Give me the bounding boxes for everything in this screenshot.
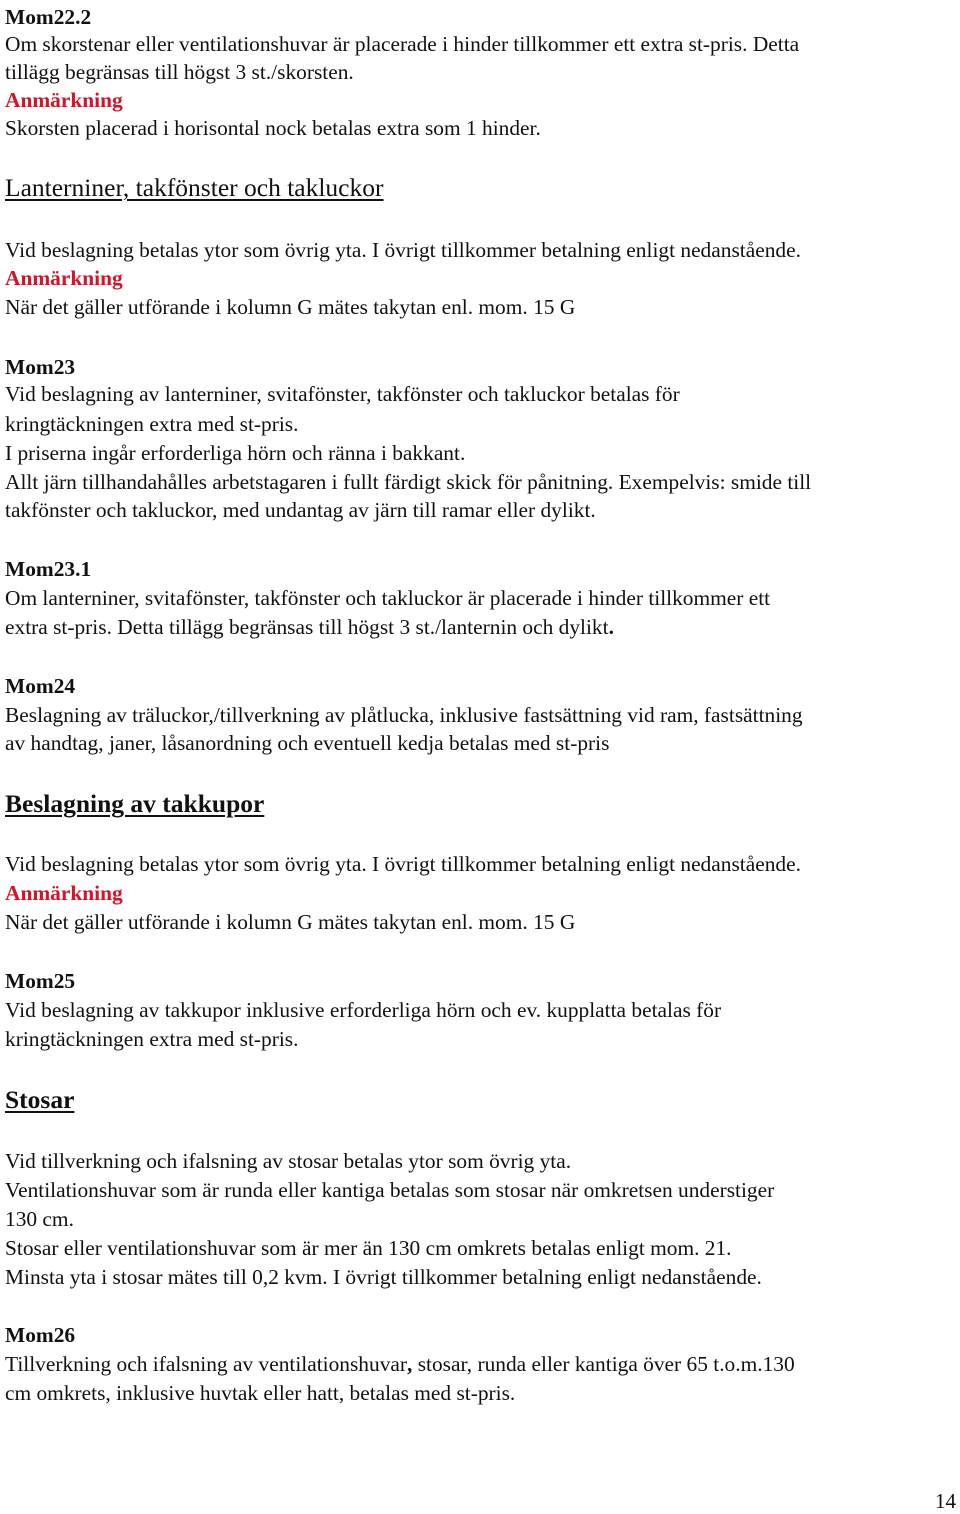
mom22-2-text-line-1: Om skorstenar eller ventilationshuvar är placerade i hinder tillkommer ett extra st-pris. Detta [5, 32, 800, 56]
lanterniner-note-label: Anmärkning [5, 266, 123, 290]
takkupor-note-label: Anmärkning [5, 881, 123, 905]
section-heading-stosar: Stosar [5, 1085, 75, 1114]
takkupor-text-line-1: Vid beslagning betalas ytor som övrig yta. I övrigt tillkommer betalning enligt nedanstående. [5, 852, 801, 876]
mom24-heading: Mom24 [5, 674, 76, 698]
mom25-heading: Mom25 [5, 969, 76, 993]
stosar-text-line-5: Minsta yta i stosar mätes till 0,2 kvm. I övrigt tillkommer betalning enligt nedanstående. [5, 1265, 762, 1289]
stosar-text-line-4: Stosar eller ventilationshuvar som är mer än 130 cm omkrets betalas enligt mom. 21. [5, 1236, 732, 1260]
page-number: 14 [935, 1489, 956, 1513]
mom24-text-line-2: av handtag, janer, låsanordning och eventuell kedja betalas med st-pris [5, 731, 610, 755]
mom23-1-text-line-1: Om lanterniner, svitafönster, takfönster och takluckor är placerade i hinder tillkommer ett [5, 586, 771, 610]
lanterniner-note-text: När det gäller utförande i kolumn G mätes takytan enl. mom. 15 G [5, 295, 576, 319]
lanterniner-text-line-1: Vid beslagning betalas ytor som övrig yta. I övrigt tillkommer betalning enligt nedanstående. [5, 238, 801, 262]
mom22-2-text-line-2: tillägg begränsas till högst 3 st./skorsten. [5, 60, 354, 84]
mom22-2-note-label: Anmärkning [5, 88, 123, 112]
mom23-text-line-2: kringtäckningen extra med st-pris. [5, 412, 299, 436]
mom23-text-line-1: Vid beslagning av lanterniner, svitafönster, takfönster och takluckor betalas för [5, 382, 680, 406]
mom23-1-heading: Mom23.1 [5, 557, 92, 581]
mom25-text-line-1: Vid beslagning av takkupor inklusive erforderliga hörn och ev. kupplatta betalas för [5, 998, 722, 1022]
mom22-2-note-text: Skorsten placerad i horisontal nock betalas extra som 1 hinder. [5, 116, 541, 140]
section-heading-lanterniner: Lanterniner, takfönster och takluckor [5, 173, 384, 202]
mom24-text-line-1: Beslagning av träluckor,/tillverkning av plåtlucka, inklusive fastsättning vid ram, fastsättning [5, 703, 803, 727]
mom23-1-text-line-2: extra st-pris. Detta tillägg begränsas till högst 3 st./lanternin och dylikt. [5, 615, 614, 639]
mom22-2-heading: Mom22.2 [5, 5, 92, 29]
mom25-text-line-2: kringtäckningen extra med st-pris. [5, 1027, 299, 1051]
mom26-text-line-2: cm omkrets, inklusive huvtak eller hatt, betalas med st-pris. [5, 1381, 516, 1405]
mom26-text-line-1: Tillverkning och ifalsning av ventilationshuvar, stosar, runda eller kantiga över 65 t.o.m.130 [5, 1352, 795, 1376]
stosar-text-line-1: Vid tillverkning och ifalsning av stosar betalas ytor som övrig yta. [5, 1149, 572, 1173]
mom23-heading: Mom23 [5, 355, 76, 379]
mom23-text-line-3: I priserna ingår erforderliga hörn och ränna i bakkant. [5, 441, 466, 465]
mom23-text-line-5: takfönster och takluckor, med undantag av järn till ramar eller dylikt. [5, 498, 596, 522]
section-heading-takkupor: Beslagning av takkupor [5, 789, 265, 818]
takkupor-note-text: När det gäller utförande i kolumn G mätes takytan enl. mom. 15 G [5, 910, 576, 934]
stosar-text-line-3: 130 cm. [5, 1207, 74, 1231]
mom26-heading: Mom26 [5, 1323, 76, 1347]
stosar-text-line-2: Ventilationshuvar som är runda eller kantiga betalas som stosar när omkretsen understiger [5, 1178, 775, 1202]
mom23-text-line-4: Allt järn tillhandahålles arbetstagaren i fullt färdigt skick för pånitning. Exempelvis: smide till [5, 470, 812, 494]
